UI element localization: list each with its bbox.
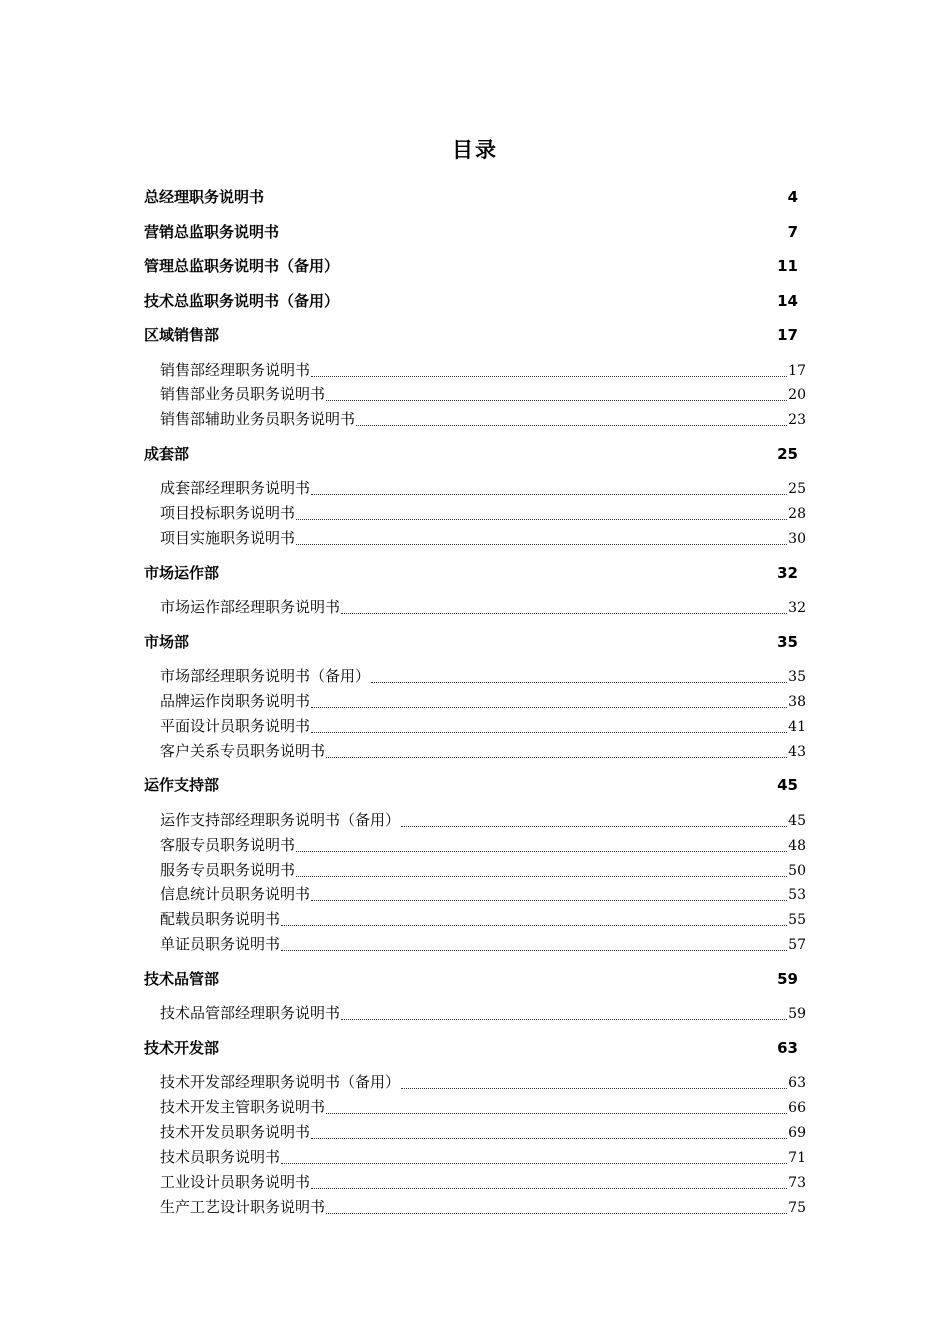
toc-leader-dots [401, 1087, 787, 1089]
toc-page-number: 25 [788, 481, 806, 497]
toc-leader-dots [311, 1187, 787, 1189]
toc-section-entry[interactable] [144, 632, 806, 652]
toc-entry-label: 服务专员职务说明书 [160, 861, 296, 879]
toc-page-number: 35 [788, 669, 806, 685]
toc-page-number: 32 [777, 564, 798, 582]
toc-entry-label: 项目投标职务说明书 [160, 504, 296, 522]
toc-entry-label: 成套部 [144, 445, 190, 463]
toc-subentry[interactable] [160, 360, 806, 380]
toc-entry-label: 平面设计员职务说明书 [160, 717, 311, 735]
toc-entry-label: 销售部辅助业务员职务说明书 [160, 410, 356, 428]
toc-entry-label: 技术开发部经理职务说明书（备用） [160, 1073, 401, 1091]
toc-subentry[interactable] [160, 691, 806, 711]
toc-subentry[interactable] [160, 1197, 806, 1217]
toc-section-entry[interactable] [144, 775, 806, 795]
toc-leader-dots [401, 825, 787, 827]
toc-section-entry[interactable] [144, 222, 806, 242]
toc-entry-label: 销售部业务员职务说明书 [160, 385, 326, 403]
toc-entry-label: 技术开发部 [144, 1039, 220, 1057]
toc-subentry[interactable] [160, 1072, 806, 1092]
toc-leader-dots [356, 424, 787, 426]
toc-leader-dots [311, 706, 787, 708]
toc-subentry[interactable] [160, 934, 806, 954]
toc-entry-label: 项目实施职务说明书 [160, 529, 296, 547]
toc-page-number: 63 [788, 1075, 806, 1091]
toc-section-entry[interactable] [144, 1038, 806, 1058]
toc-entry-label: 市场运作部经理职务说明书 [160, 598, 341, 616]
toc-leader-dots [326, 399, 787, 401]
toc-page-number: 7 [787, 223, 798, 241]
toc-subentry[interactable] [160, 666, 806, 686]
toc-entry-label: 运作支持部经理职务说明书（备用） [160, 811, 401, 829]
toc-section-entry[interactable] [144, 291, 806, 311]
toc-page-number: 4 [787, 188, 798, 206]
toc-subentry[interactable] [160, 1147, 806, 1167]
toc-leader-dots [311, 493, 787, 495]
toc-entry-label: 品牌运作岗职务说明书 [160, 692, 311, 710]
toc-page-number: 45 [777, 776, 798, 794]
toc-page-number: 20 [788, 387, 806, 403]
toc-page-number: 66 [788, 1100, 806, 1116]
toc-section-entry[interactable] [144, 444, 806, 464]
toc-subentry[interactable] [160, 909, 806, 929]
toc-page-number: 71 [788, 1150, 806, 1166]
toc-page-number: 17 [788, 363, 806, 379]
toc-page-number: 59 [788, 1006, 806, 1022]
toc-leader-dots [296, 518, 787, 520]
toc-page-number: 23 [788, 412, 806, 428]
toc-entry-label: 工业设计员职务说明书 [160, 1173, 311, 1191]
toc-leader-dots [326, 756, 787, 758]
toc-subentry[interactable] [160, 478, 806, 498]
toc-leader-dots [311, 1137, 787, 1139]
page-title: 目录 [452, 138, 498, 162]
toc-subentry[interactable] [160, 1003, 806, 1023]
toc-entry-label: 管理总监职务说明书（备用） [144, 257, 340, 275]
toc-entry-label: 市场部 [144, 633, 190, 651]
toc-leader-dots [296, 543, 787, 545]
toc-page-number: 73 [788, 1175, 806, 1191]
toc-leader-dots [311, 375, 787, 377]
toc-page-number: 50 [788, 863, 806, 879]
toc-leader-dots [311, 899, 787, 901]
toc-page-number: 57 [788, 937, 806, 953]
toc-page-number: 55 [788, 912, 806, 928]
toc-page-number: 53 [788, 887, 806, 903]
toc-leader-dots [326, 1212, 787, 1214]
toc-entry-label: 技术总监职务说明书（备用） [144, 292, 340, 310]
toc-subentry[interactable] [160, 810, 806, 830]
toc-subentry[interactable] [160, 1122, 806, 1142]
toc-page-number: 63 [777, 1039, 798, 1057]
toc-page-number: 75 [788, 1200, 806, 1216]
toc-entry-label: 技术品管部经理职务说明书 [160, 1004, 341, 1022]
toc-subentry[interactable] [160, 409, 806, 429]
toc-entry-label: 运作支持部 [144, 776, 220, 794]
toc-page-number: 25 [777, 445, 798, 463]
toc-entry-label: 成套部经理职务说明书 [160, 479, 311, 497]
toc-leader-dots [311, 731, 787, 733]
toc-leader-dots [281, 924, 787, 926]
toc-leader-dots [326, 1112, 787, 1114]
toc-page-number: 32 [788, 600, 806, 616]
toc-section-entry[interactable] [144, 969, 806, 989]
toc-entry-label: 市场运作部 [144, 564, 220, 582]
toc-entry-label: 配载员职务说明书 [160, 910, 281, 928]
toc-entry-label: 技术品管部 [144, 970, 220, 988]
toc-entry-label: 技术员职务说明书 [160, 1148, 281, 1166]
toc-page-number: 11 [777, 257, 798, 275]
toc-page-number: 45 [788, 813, 806, 829]
toc-entry-label: 技术开发员职务说明书 [160, 1123, 311, 1141]
toc-page-number: 41 [788, 719, 806, 735]
toc-leader-dots [281, 1162, 787, 1164]
toc-page-number: 35 [777, 633, 798, 651]
toc-leader-dots [281, 949, 787, 951]
toc-entry-label: 技术开发主管职务说明书 [160, 1098, 326, 1116]
toc-entry-label: 销售部经理职务说明书 [160, 361, 311, 379]
toc-subentry[interactable] [160, 503, 806, 523]
toc-entry-label: 生产工艺设计职务说明书 [160, 1198, 326, 1216]
toc-subentry[interactable] [160, 716, 806, 736]
toc-section-entry[interactable] [144, 325, 806, 345]
toc-subentry[interactable] [160, 884, 806, 904]
toc-page-number: 30 [788, 531, 806, 547]
toc-leader-dots [371, 681, 787, 683]
toc-page-number: 38 [788, 694, 806, 710]
toc-subentry[interactable] [160, 597, 806, 617]
toc-entry-label: 营销总监职务说明书 [144, 223, 280, 241]
toc-section-entry[interactable] [144, 187, 806, 207]
toc-subentry[interactable] [160, 384, 806, 404]
toc-subentry[interactable] [160, 528, 806, 548]
toc-page-number: 17 [777, 326, 798, 344]
toc-leader-dots [341, 612, 787, 614]
toc-subentry[interactable] [160, 860, 806, 880]
toc-entry-label: 客服专员职务说明书 [160, 836, 296, 854]
toc-subentry[interactable] [160, 835, 806, 855]
toc-leader-dots [296, 875, 787, 877]
toc-entry-label: 信息统计员职务说明书 [160, 885, 311, 903]
toc-page-number: 14 [777, 292, 798, 310]
toc-entry-label: 区域销售部 [144, 326, 220, 344]
toc-page-number: 69 [788, 1125, 806, 1141]
toc-page-number: 48 [788, 838, 806, 854]
toc-subentry[interactable] [160, 741, 806, 761]
toc-section-entry[interactable] [144, 256, 806, 276]
toc-page-number: 43 [788, 744, 806, 760]
toc-subentry[interactable] [160, 1097, 806, 1117]
toc-section-entry[interactable] [144, 563, 806, 583]
toc-leader-dots [296, 850, 787, 852]
toc-leader-dots [341, 1018, 787, 1020]
toc-page-number: 28 [788, 506, 806, 522]
toc-entry-label: 单证员职务说明书 [160, 935, 281, 953]
toc-entry-label: 总经理职务说明书 [144, 188, 265, 206]
toc-entry-label: 客户关系专员职务说明书 [160, 742, 326, 760]
toc-page-number: 59 [777, 970, 798, 988]
toc-entry-label: 市场部经理职务说明书（备用） [160, 667, 371, 685]
toc-subentry[interactable] [160, 1172, 806, 1192]
